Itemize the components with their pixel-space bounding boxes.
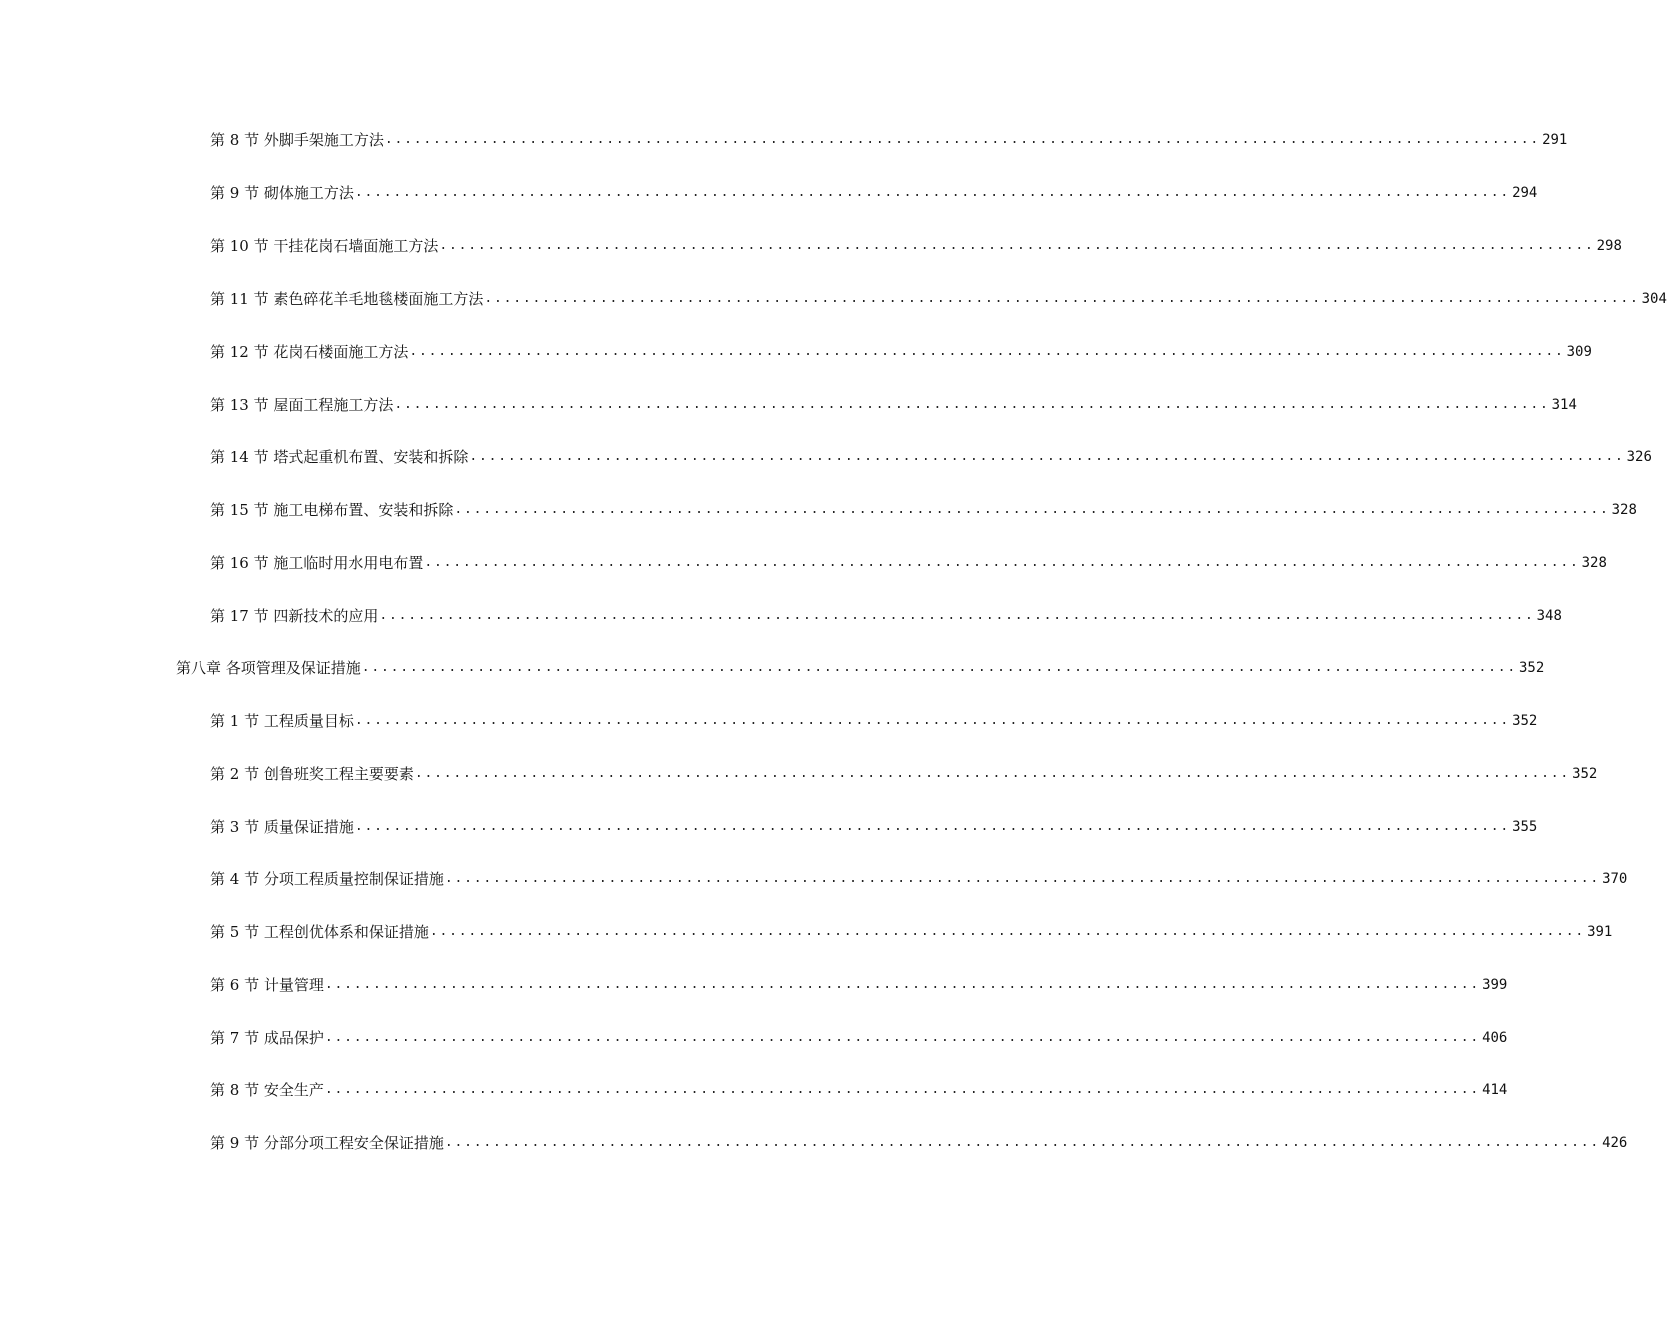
dot-leader: ........................................................................................................................ — [429, 924, 1586, 939]
toc-entry-label: 第 16 节 施工临时用水用电布置 — [210, 554, 424, 572]
dot-leader: ........................................................................................................................ — [484, 291, 1640, 306]
dot-leader: ........................................................................................................................ — [454, 502, 1610, 517]
dot-leader: ........................................................................................................................ — [361, 660, 1517, 675]
toc-entry[interactable] — [210, 443, 1652, 467]
dot-leader: ........................................................................................................................ — [424, 555, 1580, 570]
toc-page-number: 355 — [1512, 819, 1538, 835]
toc-entry[interactable] — [210, 338, 1592, 362]
toc-entry-label: 第 11 节 素色碎花羊毛地毯楼面施工方法 — [210, 290, 484, 308]
toc-entry[interactable] — [210, 1076, 1508, 1100]
toc-entry-label: 第 14 节 塔式起重机布置、安装和拆除 — [210, 448, 469, 466]
toc-page-number: 352 — [1512, 713, 1538, 729]
toc-page-number: 406 — [1482, 1030, 1508, 1046]
toc-entry-label: 第 12 节 花岗石楼面施工方法 — [210, 343, 409, 361]
toc-entry[interactable] — [210, 760, 1598, 784]
toc-entry[interactable] — [210, 232, 1622, 256]
toc-entry[interactable] — [210, 1024, 1508, 1048]
toc-entry[interactable] — [210, 285, 1667, 309]
toc-entry-label: 第 17 节 四新技术的应用 — [210, 607, 379, 625]
dot-leader: ........................................................................................................................ — [324, 977, 1481, 992]
toc-page-number: 399 — [1482, 977, 1508, 993]
dot-leader: ........................................................................................................................ — [379, 608, 1535, 623]
toc-entry-label: 第 15 节 施工电梯布置、安装和拆除 — [210, 501, 454, 519]
toc-page-number: 391 — [1587, 924, 1613, 940]
toc-entry[interactable] — [210, 391, 1577, 415]
toc-page-number: 294 — [1512, 185, 1538, 201]
toc-entry-label: 第 7 节 成品保护 — [210, 1029, 324, 1047]
toc-entry[interactable] — [210, 707, 1538, 731]
toc-entry[interactable] — [210, 126, 1568, 150]
toc-page-number: 326 — [1626, 449, 1652, 465]
toc-page-number: 426 — [1602, 1135, 1628, 1151]
toc-page-number: 304 — [1641, 291, 1667, 307]
toc-entry[interactable] — [210, 1129, 1628, 1153]
toc-entry-label: 第 8 节 安全生产 — [210, 1081, 324, 1099]
toc-entry-label: 第 13 节 屋面工程施工方法 — [210, 396, 394, 414]
toc-page-number: 291 — [1542, 132, 1568, 148]
toc-entry[interactable] — [210, 971, 1508, 995]
toc-entry[interactable] — [210, 602, 1562, 626]
dot-leader: ........................................................................................................................ — [444, 871, 1601, 886]
dot-leader: ........................................................................................................................ — [324, 1030, 1481, 1045]
dot-leader: ........................................................................................................................ — [354, 819, 1511, 834]
toc-page-number: 414 — [1482, 1082, 1508, 1098]
toc-entry-label: 第 4 节 分项工程质量控制保证措施 — [210, 870, 444, 888]
toc-page-number: 348 — [1536, 608, 1562, 624]
toc-entry[interactable] — [210, 865, 1628, 889]
toc-page-number: 352 — [1518, 660, 1545, 676]
toc-page-number: 314 — [1551, 397, 1577, 413]
toc-entry[interactable] — [210, 179, 1538, 203]
toc-page-number: 309 — [1566, 344, 1592, 360]
toc-chapter-entry[interactable] — [176, 654, 1545, 678]
toc-entry-label: 第 5 节 工程创优体系和保证措施 — [210, 923, 429, 941]
dot-leader: ........................................................................................................................ — [354, 713, 1511, 728]
toc-entry-label: 第八章 各项管理及保证措施 — [176, 659, 361, 677]
dot-leader: ........................................................................................................................ — [444, 1135, 1601, 1150]
toc-entry-label: 第 10 节 干挂花岗石墙面施工方法 — [210, 237, 439, 255]
dot-leader: ........................................................................................................................ — [469, 449, 1625, 464]
toc-page-number: 328 — [1611, 502, 1637, 518]
dot-leader: ........................................................................................................................ — [394, 397, 1550, 412]
toc-entry[interactable] — [210, 813, 1538, 837]
dot-leader: ........................................................................................................................ — [439, 238, 1595, 253]
toc-entry-label: 第 8 节 外脚手架施工方法 — [210, 131, 384, 149]
toc-page-number: 328 — [1581, 555, 1607, 571]
toc-entry-label: 第 9 节 分部分项工程安全保证措施 — [210, 1134, 444, 1152]
toc-entry-label: 第 1 节 工程质量目标 — [210, 712, 354, 730]
dot-leader: ........................................................................................................................ — [409, 344, 1565, 359]
dot-leader: ........................................................................................................................ — [414, 766, 1571, 781]
dot-leader: ........................................................................................................................ — [384, 132, 1541, 147]
toc-page-number: 370 — [1602, 871, 1628, 887]
toc-entry-label: 第 6 节 计量管理 — [210, 976, 324, 994]
toc-entry[interactable] — [210, 918, 1613, 942]
dot-leader: ........................................................................................................................ — [324, 1082, 1481, 1097]
toc-page-number: 352 — [1572, 766, 1598, 782]
toc-entry[interactable] — [210, 496, 1637, 520]
toc-entry-label: 第 9 节 砌体施工方法 — [210, 184, 354, 202]
dot-leader: ........................................................................................................................ — [354, 185, 1511, 200]
toc-entry-label: 第 3 节 质量保证措施 — [210, 818, 354, 836]
toc-entry[interactable] — [210, 549, 1607, 573]
toc-page-number: 298 — [1596, 238, 1622, 254]
toc-entry-label: 第 2 节 创鲁班奖工程主要要素 — [210, 765, 414, 783]
